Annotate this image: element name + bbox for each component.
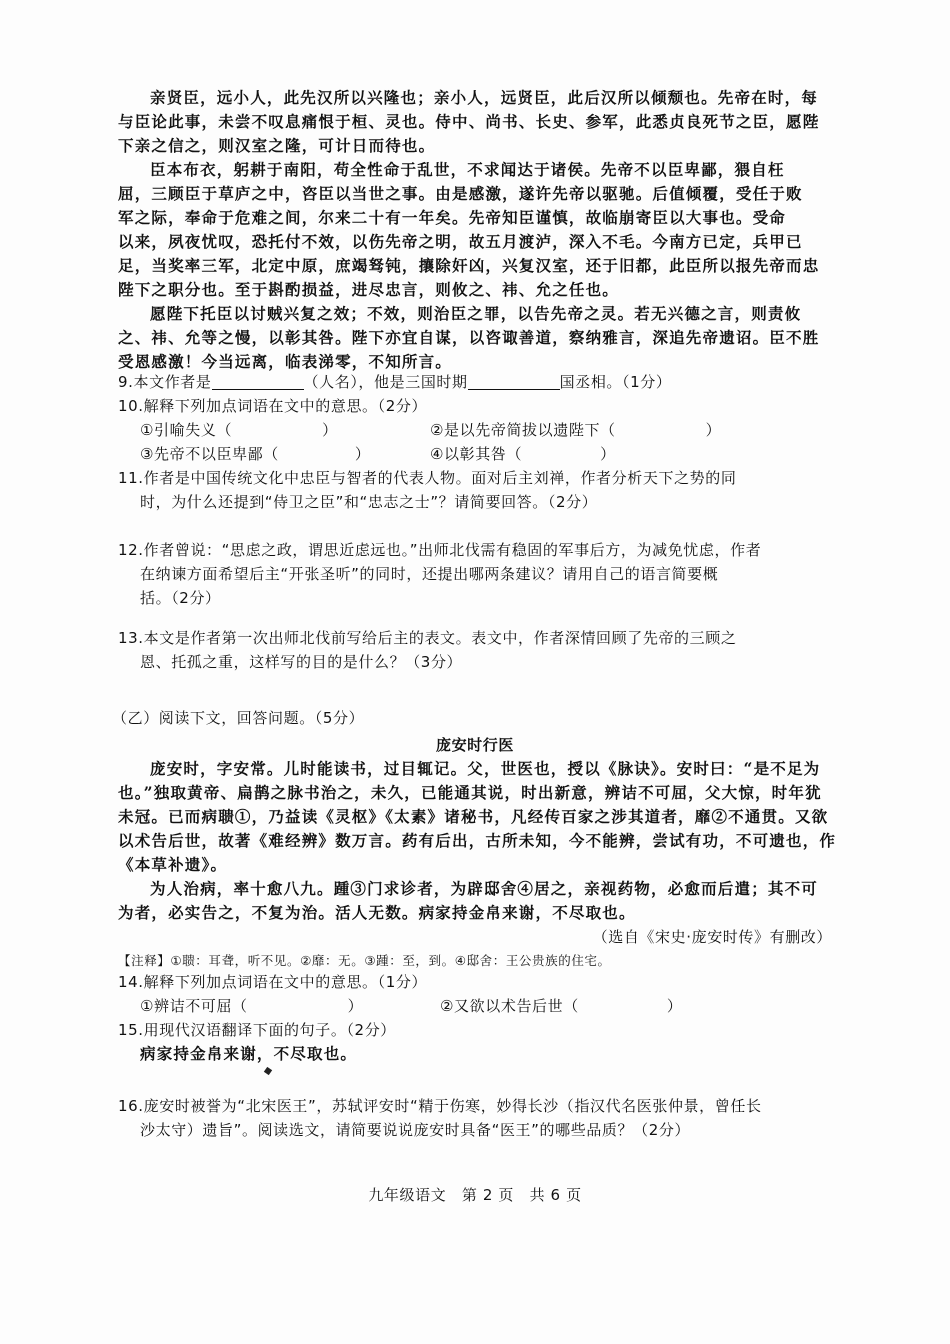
scan-mark bbox=[264, 1067, 272, 1075]
passage-a-line: 下亲之信之，则汉室之隆，可计日而待也。 bbox=[118, 136, 436, 155]
passage-a-line: 足，当奖率三军，北定中原，庶竭驽钝，攘除奸凶，兴复汉室，还于旧都，此臣所以报先帝而忠 bbox=[118, 256, 820, 275]
q10-paren: ） bbox=[600, 445, 616, 463]
question-10-row-2 bbox=[118, 442, 832, 466]
passage-a-line: 陛下之职分也。至于斟酌损益，进尽忠言，则攸之、祎、允之任也。 bbox=[118, 280, 620, 299]
q9-text-a: 9.本文作者是 bbox=[118, 373, 212, 391]
question-12-line: 括。（2分） bbox=[140, 589, 221, 607]
q10-item-4: ④以彰其咎（ bbox=[430, 445, 523, 463]
passage-a-line: 受恩感激！今当远离，临表涕零，不知所言。 bbox=[118, 352, 453, 371]
q14-paren: ） bbox=[347, 997, 364, 1015]
question-12-line: 在纳谏方面希望后主“开张圣听”的同时，还提出哪两条建议？请用自己的语言简要概 bbox=[140, 565, 719, 583]
q10-item-1: ①引喻失义（ bbox=[140, 421, 233, 439]
q10-paren: ） bbox=[322, 421, 338, 439]
passage-a-line: 臣本布衣，躬耕于南阳，苟全性命于乱世，不求闻达于诸侯。先帝不以臣卑鄙，猥自枉 bbox=[150, 160, 785, 179]
part-b-title: 庞安时行医 bbox=[435, 736, 514, 754]
question-13-line: 13.本文是作者第一次出师北伐前写给后主的表文。表文中，作者深情回顾了先帝的三顾之 bbox=[118, 629, 737, 647]
passage-b-line: 为者，必实告之，不复为治。活人无数。病家持金帛来谢，不尽取也。 bbox=[118, 903, 636, 922]
passage-a-line: 以来，夙夜忧叹，恐托付不效，以伤先帝之明，故五月渡泸，深入不毛。今南方已定，兵甲已 bbox=[118, 232, 803, 251]
q9-text-c: 国丞相。（1分） bbox=[559, 373, 672, 391]
passage-a-line: 之、祎、允等之慢，以彰其咎。陛下亦宜自谋，以咨诹善道，察纳雅言，深追先帝遗诏。臣不胜 bbox=[118, 328, 820, 347]
part-b-header: （乙）阅读下文，回答问题。（5分） bbox=[112, 709, 365, 727]
question-15-sentence: 病家持金帛来谢，不尽取也。 bbox=[140, 1044, 358, 1063]
q9-author-blank[interactable] bbox=[212, 373, 304, 390]
question-16-line: 沙太守）遗旨”。阅读选文，请简要说说庞安时具备“医王”的哪些品质？（2分） bbox=[140, 1121, 691, 1139]
passage-b-line: 以术告后世，故著《难经辨》数万言。药有后出，古所未知，今不能辨，尝试有功，不可遗也，作 bbox=[118, 831, 837, 850]
q10-paren: ） bbox=[705, 421, 722, 439]
question-14-row bbox=[118, 994, 832, 1018]
question-12-line: 12.作者曾说：“思虑之政，谓思近虑远也。”出师北伐需有稳固的军事后方，为减免忧虑，作者 bbox=[118, 541, 762, 559]
passage-b-source: （选自《宋史·庞安时传》有删改） bbox=[592, 928, 832, 946]
question-10-row-1 bbox=[118, 418, 832, 442]
question-13-line: 恩、托孤之重，这样写的目的是什么？（3分） bbox=[140, 653, 463, 671]
passage-a-line: 愿陛下托臣以讨贼兴复之效；不效，则治臣之罪，以告先帝之灵。若无兴德之言，则责攸 bbox=[150, 304, 802, 323]
passage-b-line: 也。”独取黄帝、扁鹊之脉书治之，未久，已能通其说，时出新意，辨诘不可屈，父大惊，时年犹 bbox=[118, 783, 822, 802]
question-16-line: 16.庞安时被誉为“北宋医王”，苏轼评安时“精于伤寒，妙得长沙（指汉代名医张仲景，曾任长 bbox=[118, 1097, 762, 1115]
passage-b-notes: 【注释】①聩：耳聋，听不见。②靡：无。③踵：至，到。④邸舍：王公贵族的住宅。 bbox=[118, 953, 611, 968]
passage-a-line: 屈，三顾臣于草庐之中，咨臣以当世之事。由是感激，遂许先帝以驱驰。后值倾覆，受任于败 bbox=[118, 184, 803, 203]
q9-text-b: （人名），他是三国时期 bbox=[303, 373, 468, 391]
q14-paren: ） bbox=[666, 997, 683, 1015]
q10-paren: ） bbox=[354, 445, 371, 463]
passage-b-line: 《本草补遗》。 bbox=[118, 855, 228, 874]
page-footer: 九年级语文 第 2 页 共 6 页 bbox=[368, 1186, 582, 1204]
question-10-stem: 10.解释下列加点词语在文中的意思。（2分） bbox=[118, 397, 428, 415]
q9-state-blank[interactable] bbox=[468, 373, 560, 390]
passage-b-line: 庞安时，字安常。儿时能读书，过目辄记。父，世医也，授以《脉诀》。安时曰：“是不足为 bbox=[150, 759, 821, 778]
passage-a-line: 与臣论此事，未尝不叹息痛恨于桓、灵也。侍中、尚书、长史、参军，此悉贞良死节之臣，愿陛 bbox=[118, 112, 820, 131]
question-9 bbox=[118, 370, 832, 394]
passage-a-line: 亲贤臣，远小人，此先汉所以兴隆也；亲小人，远贤臣，此后汉所以倾颓也。先帝在时，每 bbox=[150, 88, 819, 107]
passage-b-line: 未冠。已而病聩①，乃益读《灵枢》《太素》诸秘书，凡经传百家之涉其道者，靡②不通贯。又欲 bbox=[118, 807, 829, 826]
q14-item-2: ②又欲以术告后世（ bbox=[440, 997, 579, 1015]
question-15-stem: 15.用现代汉语翻译下面的句子。（2分） bbox=[118, 1021, 396, 1039]
passage-b-line: 为人治病，率十愈八九。踵③门求诊者，为辟邸舍④居之，亲视药物，必愈而后遣；其不可 bbox=[150, 879, 819, 898]
question-11-line: 时，为什么还提到“侍卫之臣”和“忠志之士”？请简要回答。（2分） bbox=[140, 493, 598, 511]
q10-item-2: ②是以先帝简拔以遗陛下（ bbox=[430, 421, 616, 439]
question-14-stem: 14.解释下列加点词语在文中的意思。（1分） bbox=[118, 973, 428, 991]
question-11-line: 11.作者是中国传统文化中忠臣与智者的代表人物。面对后主刘禅，作者分析天下之势的同 bbox=[118, 469, 737, 487]
passage-a-line: 军之际，奉命于危难之间，尔来二十有一年矣。先帝知臣谨慎，故临崩寄臣以大事也。受命 bbox=[118, 208, 787, 227]
q10-item-3: ③先帝不以臣卑鄙（ bbox=[140, 445, 279, 463]
q14-item-1: ①辨诘不可屈（ bbox=[140, 997, 248, 1015]
